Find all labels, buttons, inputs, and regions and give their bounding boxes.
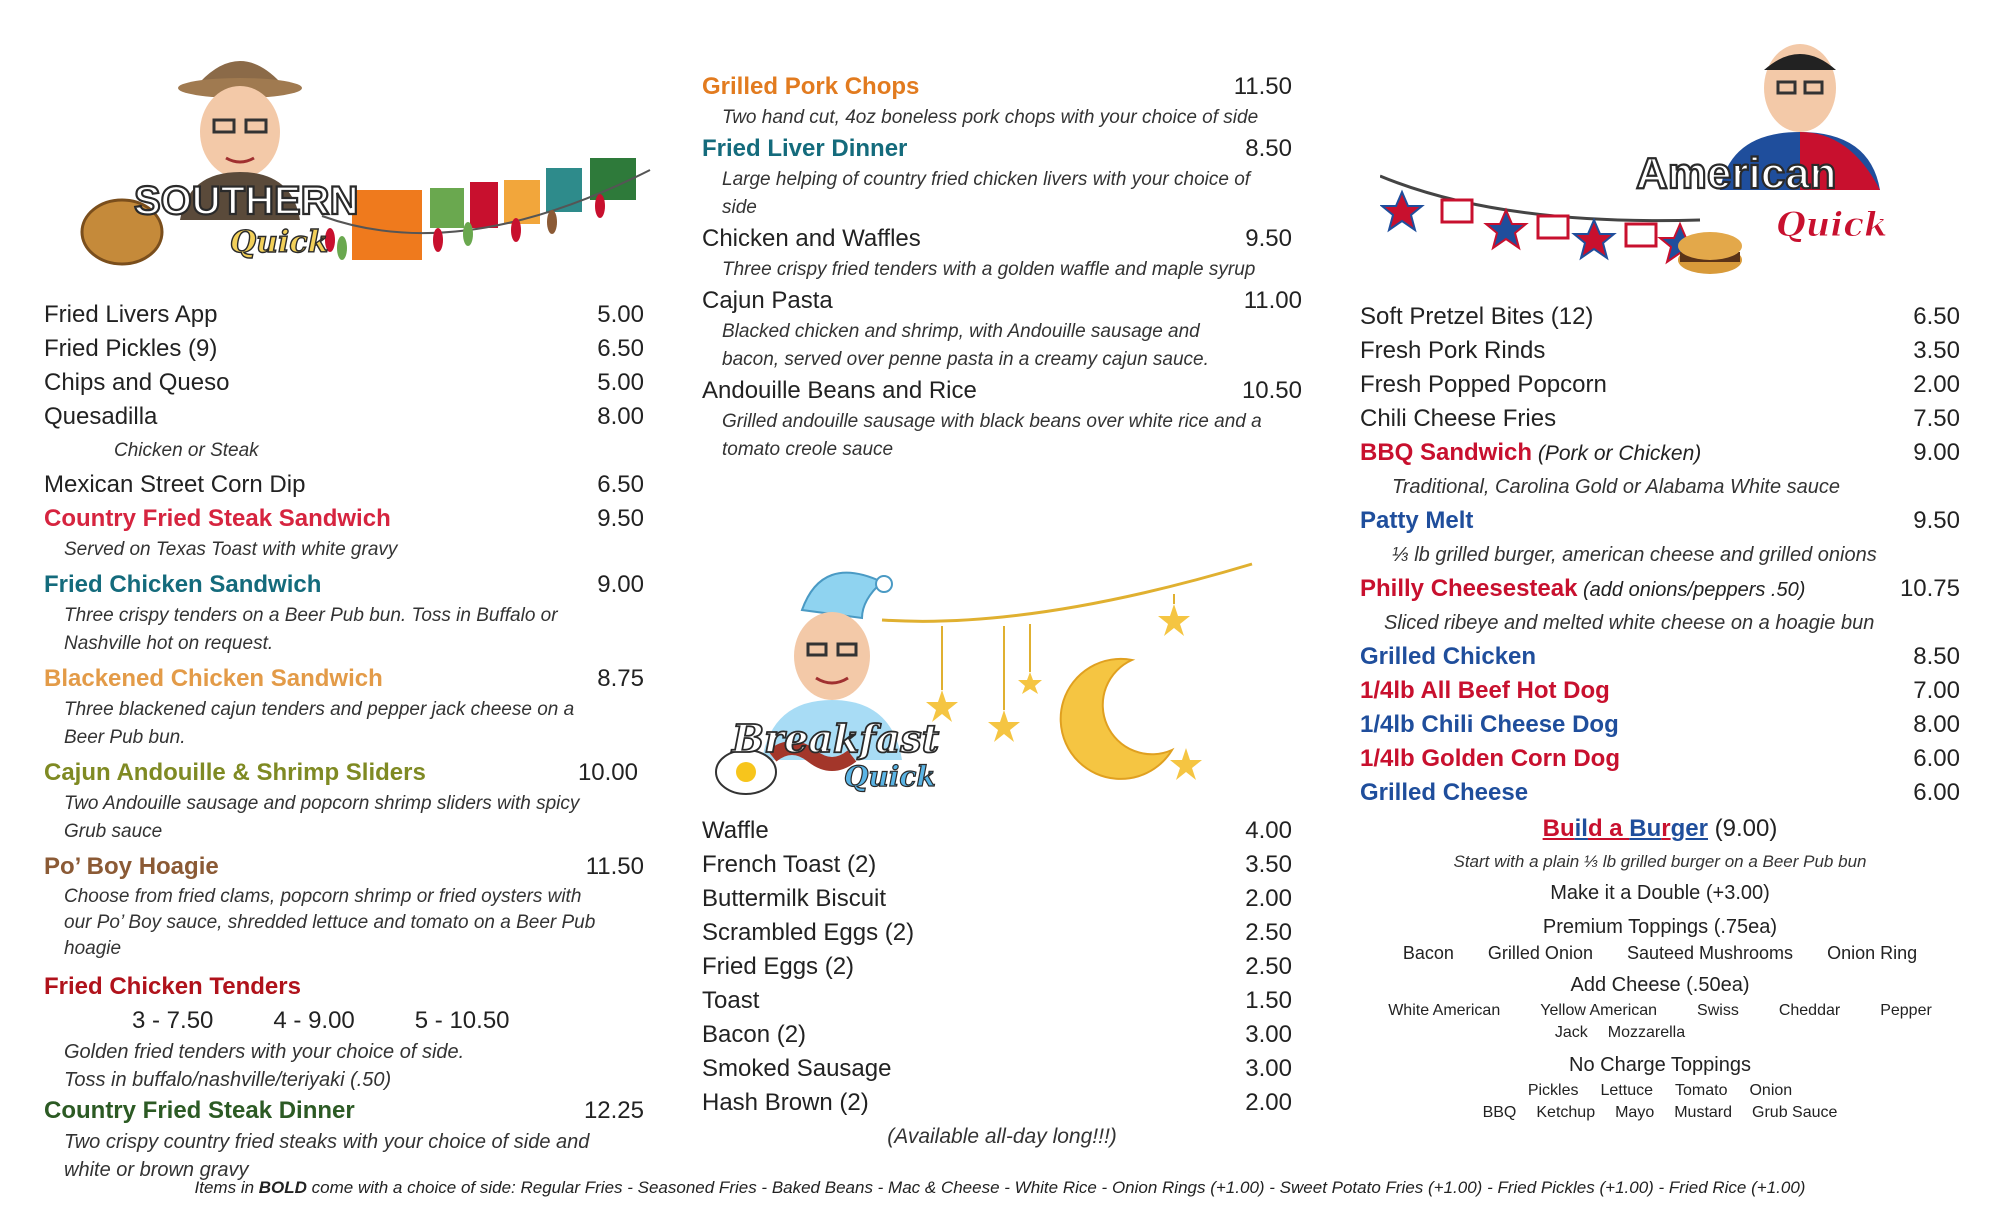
entrees-menu	[702, 70, 1302, 464]
topping: Mayo	[1615, 1104, 1655, 1121]
topping: Pickles	[1527, 1082, 1579, 1099]
topping: Tomato	[1675, 1082, 1728, 1099]
topping: Bacon	[1402, 943, 1454, 963]
item-name: Fried Liver Dinner	[702, 135, 908, 162]
item-desc: Sliced ribeye and melted white cheese on a hoagie bun	[1384, 612, 1875, 634]
menu-item	[44, 400, 644, 434]
menu-item	[1360, 504, 1960, 538]
item-price: 10.75	[1899, 575, 1960, 602]
item-name: Fried Chicken Sandwich	[44, 571, 322, 598]
topping: Onion	[1749, 1082, 1793, 1099]
southern-logo-text: SOUTHERN	[134, 179, 359, 223]
item-price: 3.50	[1913, 337, 1960, 364]
item-name: 1/4lb All Beef Hot Dog	[1360, 677, 1610, 704]
item-extra: (Pork or Chicken)	[1532, 442, 1702, 465]
item-name: Fried Livers App	[44, 301, 218, 328]
item-price: 1.50	[1245, 987, 1292, 1014]
breakfast-logo-text: Breakfast	[732, 716, 940, 761]
cheese: Jack	[1554, 1024, 1588, 1041]
item-price: 9.00	[597, 571, 644, 598]
menu-item	[44, 502, 644, 536]
southern-chef-face	[200, 86, 280, 178]
tender-price: 4 - 9.00	[273, 1007, 355, 1034]
item-desc: Toss in buffalo/nashville/teriyaki (.50)	[64, 1069, 392, 1091]
item-price: 2.00	[1245, 885, 1292, 912]
item-price: 6.50	[597, 335, 644, 362]
item-desc: Two crispy country fried steaks with your choice of side and white or brown gravy	[64, 1131, 590, 1181]
burger-price: (9.00)	[1708, 815, 1778, 842]
footer-pre: Items in	[194, 1178, 259, 1197]
texas-state-icon	[352, 190, 422, 260]
menu-item	[702, 1018, 1302, 1052]
menu-item	[44, 1094, 644, 1128]
topping: Grub Sauce	[1752, 1104, 1838, 1121]
menu-item	[1360, 708, 1960, 742]
menu-item	[1360, 436, 1960, 470]
item-name: BBQ Sandwich	[1360, 439, 1533, 466]
cheese: Yellow American	[1540, 1002, 1658, 1019]
item-price: 10.00	[577, 759, 638, 786]
item-price: 8.00	[597, 403, 644, 430]
item-desc: Choose from fried clams, popcorn shrimp or fried oysters with our Po’ Boy sauce, shredded lettuce and tomato on a Beer Pub hoagie	[64, 886, 596, 959]
star-icon	[1018, 672, 1042, 694]
menu-item	[702, 374, 1302, 408]
flag-icon	[1626, 224, 1656, 246]
breakfast-logo-sub: Quick	[844, 760, 936, 793]
item-name: Grilled Cheese	[1360, 779, 1529, 806]
item-name: 1/4lb Chili Cheese Dog	[1360, 711, 1619, 738]
cheese: Mozzarella	[1607, 1024, 1686, 1041]
star-icon	[1574, 220, 1614, 258]
item-name: 1/4lb Golden Corn Dog	[1360, 745, 1621, 772]
item-price: 3.50	[1245, 851, 1292, 878]
item-name: Soft Pretzel Bites (12)	[1360, 303, 1594, 330]
item-name: Blackened Chicken Sandwich	[44, 665, 383, 692]
menu-item	[44, 756, 644, 790]
item-price: 9.50	[1245, 225, 1292, 252]
tender-prices	[44, 1004, 644, 1038]
item-name: Cajun Andouille & Shrimp Sliders	[44, 759, 426, 786]
item-extra: (add onions/peppers .50)	[1577, 579, 1806, 601]
star-icon	[1382, 192, 1422, 230]
menu-item	[702, 984, 1302, 1018]
southern-logo-sub: Quick	[230, 225, 329, 260]
no-charge-list	[1360, 1080, 1960, 1102]
menu-item	[1360, 402, 1960, 436]
premium-toppings-list	[1360, 942, 1960, 964]
item-name: Chili Cheese Fries	[1360, 405, 1557, 432]
menu-item	[702, 814, 1302, 848]
menu-item	[702, 916, 1302, 950]
item-desc: ⅓ lb grilled burger, american cheese and grilled onions	[1392, 544, 1877, 566]
breakfast-quick-logo	[712, 560, 1272, 810]
item-price: 2.00	[1245, 1089, 1292, 1116]
item-price: 3.00	[1245, 1055, 1292, 1082]
item-price: 8.75	[597, 665, 644, 692]
item-price: 11.50	[585, 853, 644, 880]
item-price: 5.00	[597, 301, 644, 328]
item-desc: Served on Texas Toast with white gravy	[64, 539, 398, 560]
item-desc: Two Andouille sausage and popcorn shrimp sliders with spicy Grub sauce	[64, 793, 580, 842]
item-desc: Large helping of country fried chicken livers with your choice of side	[722, 169, 1251, 218]
item-price: 10.50	[1241, 377, 1302, 404]
menu-item	[702, 950, 1302, 984]
item-price: 6.50	[597, 471, 644, 498]
cheese: White American	[1388, 1002, 1501, 1019]
cheese: Pepper	[1880, 1002, 1932, 1019]
title-part: r	[1661, 815, 1671, 842]
item-price: 6.50	[1913, 303, 1960, 330]
item-price: 2.50	[1245, 919, 1292, 946]
menu-item	[44, 970, 644, 1004]
item-price: 5.00	[597, 369, 644, 396]
star-icon	[1170, 748, 1202, 780]
menu-item	[1360, 572, 1960, 606]
premium-toppings-heading: Premium Toppings (.75ea)	[1542, 916, 1778, 938]
item-name: Fresh Popped Popcorn	[1360, 371, 1607, 398]
item-price: 3.00	[1245, 1021, 1292, 1048]
title-part: Bu	[1542, 815, 1575, 842]
item-desc: Golden fried tenders with your choice of side.	[64, 1041, 465, 1063]
item-price: 6.00	[1913, 745, 1960, 772]
star-icon	[1486, 210, 1526, 248]
cheese: Swiss	[1697, 1002, 1739, 1019]
item-price: 8.00	[1913, 711, 1960, 738]
item-price: 9.50	[597, 505, 644, 532]
item-name: Bacon (2)	[702, 1021, 807, 1048]
item-name: Scrambled Eggs (2)	[702, 919, 915, 946]
topping: Onion Ring	[1827, 943, 1918, 963]
sides-footer	[0, 1178, 2000, 1198]
burger-start-desc: Start with a plain ⅓ lb grilled burger on a Beer Pub bun	[1453, 852, 1867, 871]
item-name: Chicken and Waffles	[702, 225, 921, 252]
footer-post: come with a choice of side: Regular Fries - Seasoned Fries - Baked Beans - Mac & Cheese - White Rice - Onion Rings (+1.00) - Sweet Potato Fries (+1.00) - Fried Pickles (+1.00) - Fried Rice (+1.00)	[306, 1178, 1806, 1197]
topping: Ketchup	[1536, 1104, 1596, 1121]
menu-item	[44, 468, 644, 502]
item-price: 12.25	[583, 1097, 644, 1124]
menu-item	[702, 882, 1302, 916]
menu-item	[702, 1086, 1302, 1120]
menu-item	[44, 366, 644, 400]
menu-item	[1360, 742, 1960, 776]
menu-item	[44, 850, 644, 884]
item-desc: Traditional, Carolina Gold or Alabama White sauce	[1392, 476, 1840, 498]
menu-item	[44, 298, 644, 332]
title-part: Bu	[1629, 815, 1662, 842]
menu-item	[702, 284, 1302, 318]
item-name: Grilled Pork Chops	[702, 73, 920, 100]
item-price: 4.00	[1245, 817, 1292, 844]
item-price: 7.00	[1913, 677, 1960, 704]
item-name: Po’ Boy Hoagie	[44, 853, 219, 880]
topping: BBQ	[1482, 1104, 1517, 1121]
american-menu	[1360, 300, 1960, 1124]
item-price: 8.50	[1913, 643, 1960, 670]
item-name: Andouille Beans and Rice	[702, 377, 977, 404]
item-name: Patty Melt	[1360, 507, 1474, 534]
item-name: Country Fried Steak Dinner	[44, 1097, 355, 1124]
item-name: Waffle	[702, 817, 769, 844]
tender-price: 3 - 7.50	[132, 1007, 214, 1034]
item-name: Fried Chicken Tenders	[44, 973, 301, 1000]
menu-item	[1360, 640, 1960, 674]
star-icon	[1158, 604, 1190, 636]
item-name: Hash Brown (2)	[702, 1089, 869, 1116]
moon-icon	[1061, 659, 1172, 779]
add-cheese-heading: Add Cheese (.50ea)	[1570, 974, 1750, 996]
menu-item	[1360, 300, 1960, 334]
american-logo-sub: Quick	[1776, 205, 1888, 245]
item-desc: Three crispy fried tenders with a golden waffle and maple syrup	[722, 259, 1256, 280]
footer-bold: BOLD	[258, 1178, 307, 1197]
title-part: ger	[1670, 815, 1708, 842]
menu-item	[44, 568, 644, 602]
item-name: Fried Pickles (9)	[44, 335, 218, 362]
item-price: 6.00	[1913, 779, 1960, 806]
american-quick-logo	[1380, 40, 1960, 290]
menu-item	[1360, 674, 1960, 708]
nightcap-icon	[802, 573, 882, 618]
burger-double: Make it a Double (+3.00)	[1550, 882, 1770, 904]
item-price: 7.50	[1913, 405, 1960, 432]
menu-item	[1360, 334, 1960, 368]
cheese-list-2	[1360, 1022, 1880, 1044]
item-price: 9.00	[1913, 439, 1960, 466]
american-logo-text: American	[1636, 149, 1837, 198]
item-desc: Three blackened cajun tenders and pepper jack cheese on a Beer Pub bun.	[64, 699, 575, 748]
menu-item	[1360, 368, 1960, 402]
title-part: d a	[1587, 815, 1630, 842]
menu-item	[702, 1052, 1302, 1086]
item-price: 11.00	[1243, 287, 1302, 314]
topping: Grilled Onion	[1487, 943, 1593, 963]
topping: Mustard	[1674, 1104, 1733, 1121]
menu-item	[44, 662, 644, 696]
no-charge-heading: No Charge Toppings	[1569, 1054, 1751, 1076]
title-part: il	[1574, 815, 1588, 842]
item-name: Fresh Pork Rinds	[1360, 337, 1546, 364]
item-name: Mexican Street Corn Dip	[44, 471, 306, 498]
southern-quick-logo	[80, 40, 680, 290]
menu-item	[702, 70, 1302, 104]
item-name: Fried Eggs (2)	[702, 953, 855, 980]
menu-item	[702, 132, 1302, 166]
topping: Sauteed Mushrooms	[1626, 943, 1794, 963]
item-name: Toast	[702, 987, 760, 1014]
item-name: French Toast (2)	[702, 851, 877, 878]
menu-item	[702, 848, 1302, 882]
item-price: 2.50	[1245, 953, 1292, 980]
topping: Lettuce	[1600, 1082, 1653, 1099]
menu-item	[1360, 776, 1960, 810]
tender-price: 5 - 10.50	[414, 1007, 510, 1034]
item-desc: Chicken or Steak	[114, 440, 259, 461]
menu-item	[44, 332, 644, 366]
no-charge-list-2	[1360, 1102, 1960, 1124]
menu-item	[702, 222, 1302, 256]
build-a-burger-title	[1360, 812, 1960, 846]
item-name: Quesadilla	[44, 403, 158, 430]
item-desc: Three crispy tenders on a Beer Pub bun. Toss in Buffalo or Nashville hot on request.	[64, 605, 558, 654]
breakfast-chef-face	[794, 612, 870, 700]
item-price: 8.50	[1245, 135, 1292, 162]
breakfast-menu	[702, 814, 1302, 1154]
item-name: Country Fried Steak Sandwich	[44, 505, 391, 532]
item-name: Philly Cheesesteak	[1360, 575, 1578, 602]
item-price: 11.50	[1233, 73, 1292, 100]
flag-icon	[1538, 216, 1568, 238]
item-name: Smoked Sausage	[702, 1055, 892, 1082]
item-price: 2.00	[1913, 371, 1960, 398]
item-desc: Grilled andouille sausage with black beans over white rice and a tomato creole sauce	[722, 411, 1262, 460]
item-name: Chips and Queso	[44, 369, 230, 396]
item-name: Buttermilk Biscuit	[702, 885, 887, 912]
cheese-list	[1360, 1000, 1960, 1022]
cheese: Cheddar	[1778, 1002, 1841, 1019]
available-note: (Available all-day long!!!)	[887, 1125, 1117, 1148]
item-name: Cajun Pasta	[702, 287, 833, 314]
star-icon	[988, 710, 1020, 742]
item-name: Grilled Chicken	[1360, 643, 1537, 670]
item-desc: Two hand cut, 4oz boneless pork chops with your choice of side	[722, 107, 1259, 128]
southern-menu	[44, 298, 644, 1184]
flag-icon	[1442, 200, 1472, 222]
item-desc: Blacked chicken and shrimp, with Andouille sausage and bacon, served over penne pasta in a creamy cajun sauce.	[722, 321, 1209, 370]
item-price: 9.50	[1913, 507, 1960, 534]
